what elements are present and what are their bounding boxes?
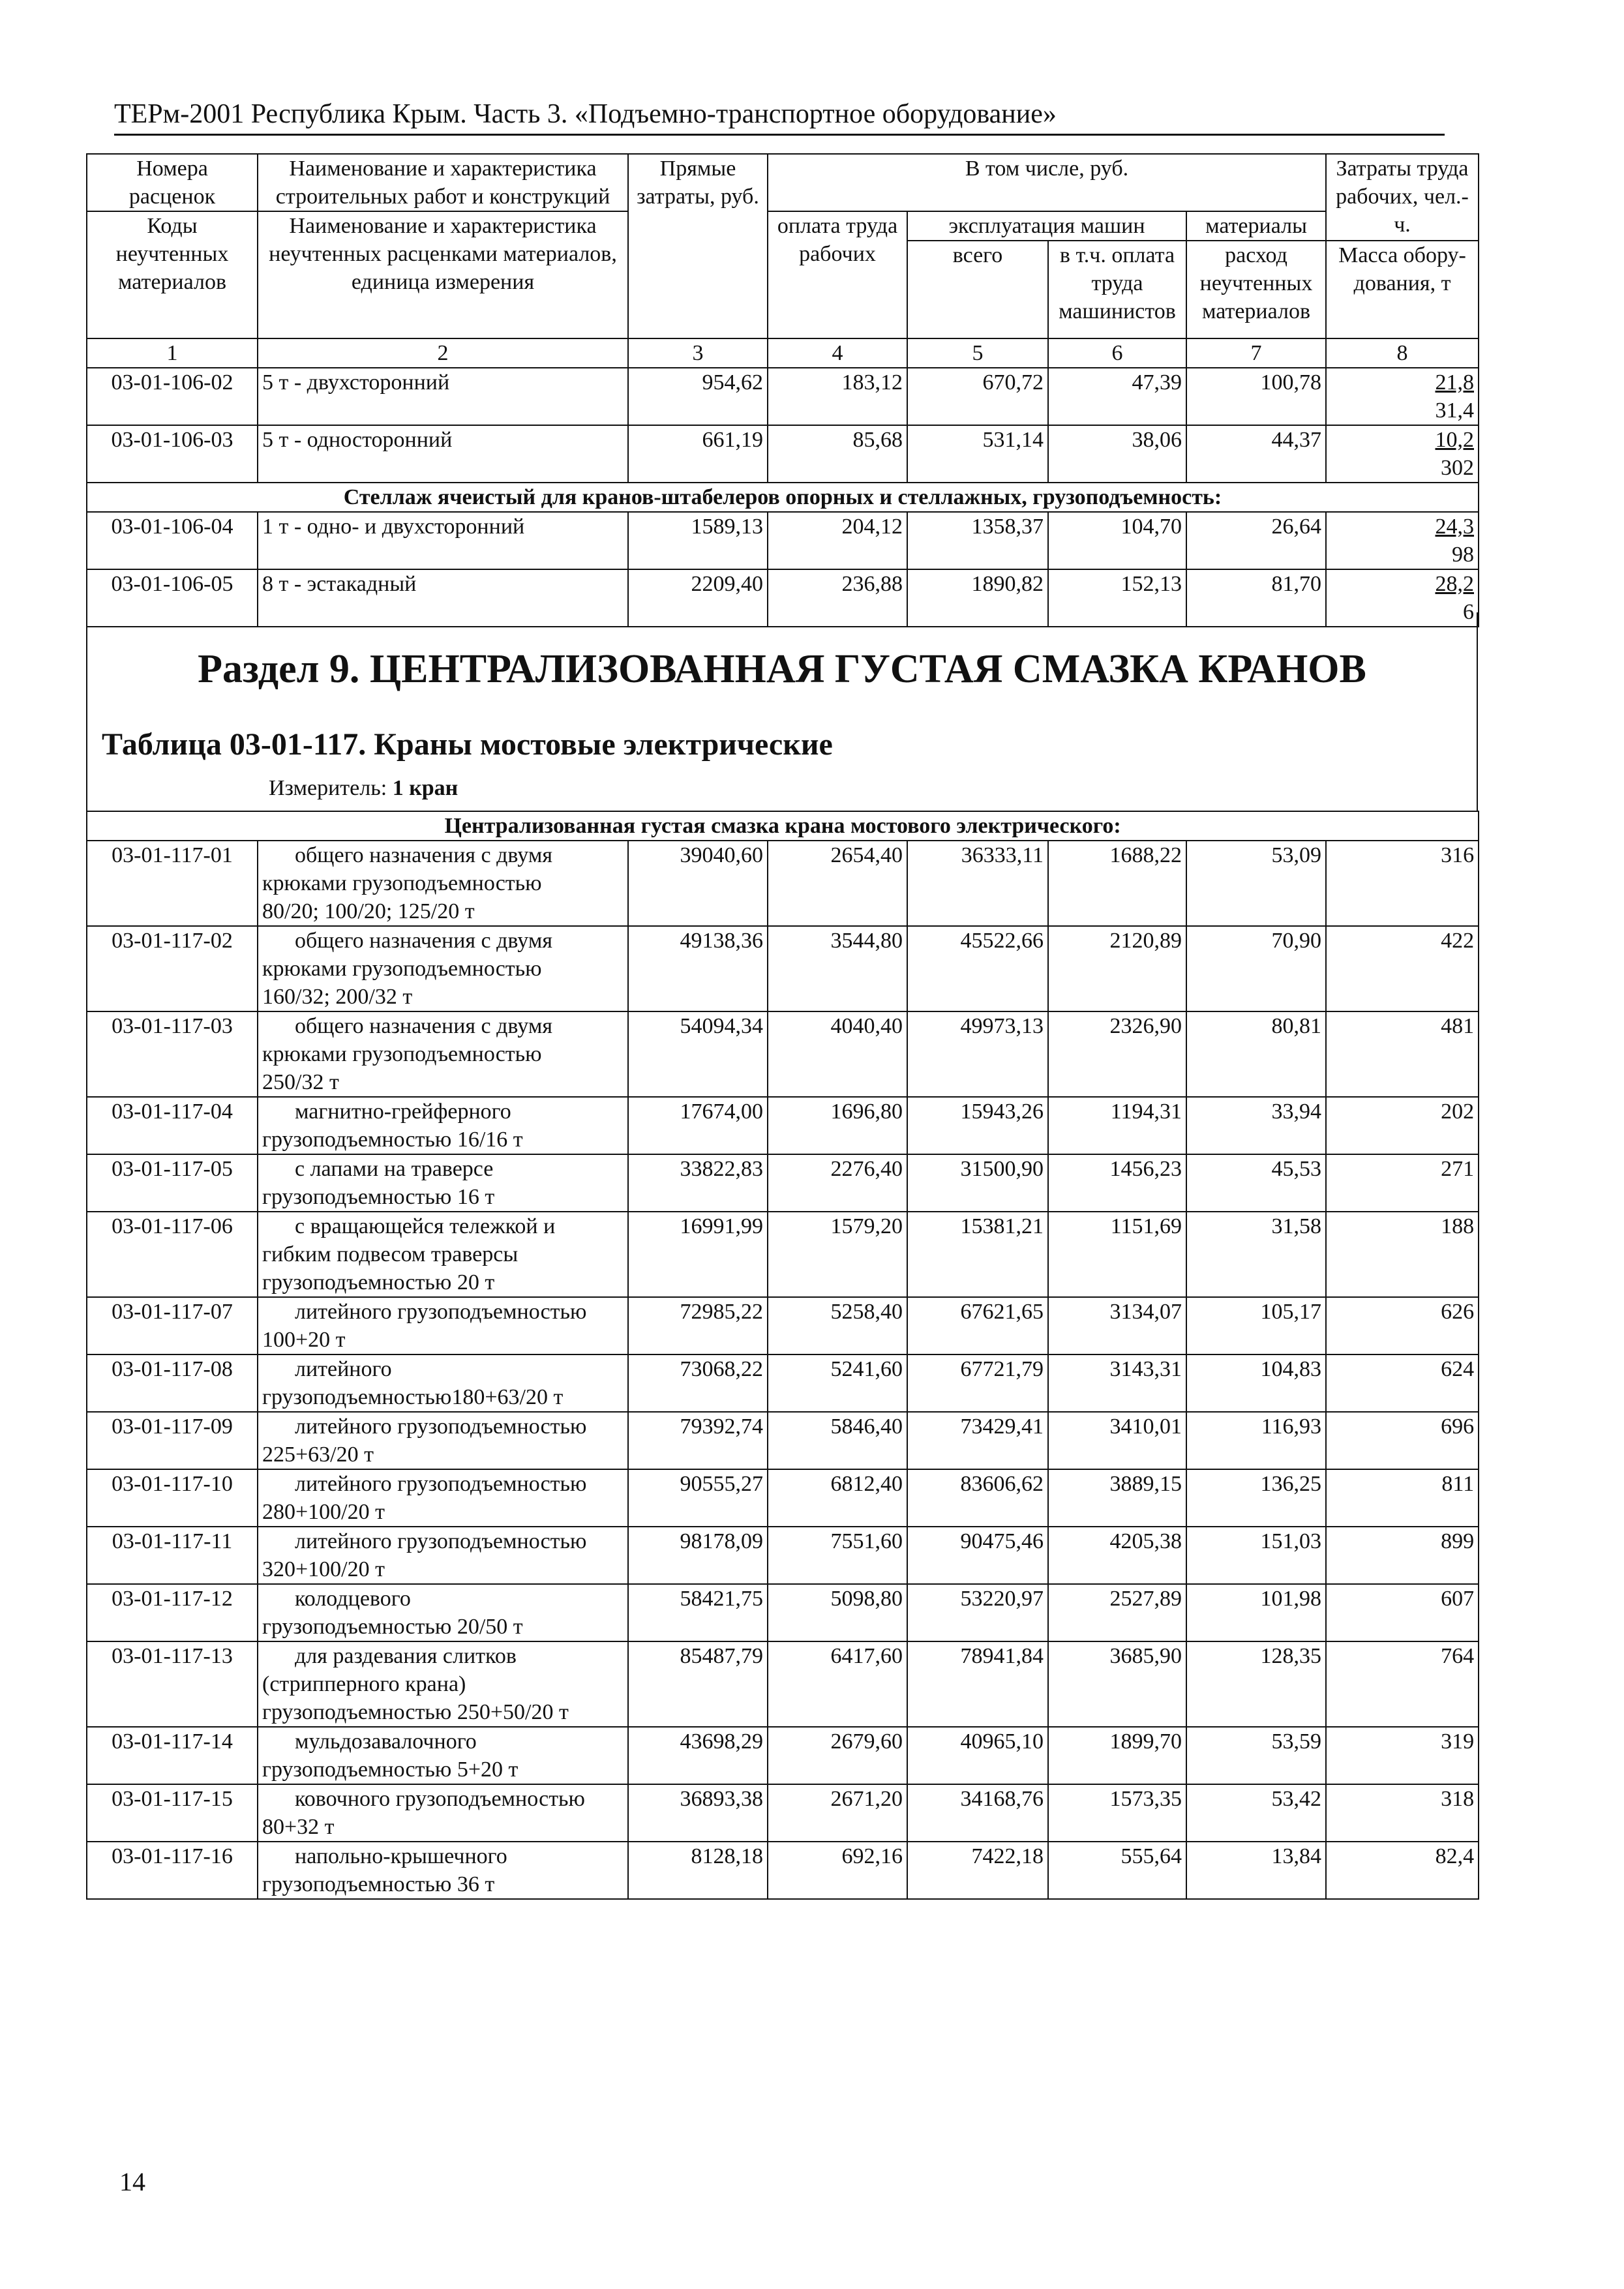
col-num: 4: [768, 338, 907, 368]
rate-name: 5 т - двухсторонний: [258, 368, 628, 425]
labor-hours: 811: [1326, 1469, 1479, 1527]
table-row: [87, 1584, 1479, 1641]
labor-hours: 271: [1326, 1154, 1479, 1212]
rate-description: [258, 1097, 628, 1154]
labor-hours: 607: [1326, 1584, 1479, 1641]
col-group-including: В том числе, руб.: [768, 154, 1326, 211]
page-number: 14: [119, 2167, 145, 2196]
hours-mass-cell: [1326, 425, 1479, 483]
rate-description-line: мульдозавалочного: [295, 1729, 477, 1754]
rate-description-line: общего назначения с двумя: [295, 843, 553, 867]
section-title: Раздел 9. ЦЕНТРАЛИЗОВАННАЯ ГУСТАЯ СМАЗКА КРАНОВ: [198, 647, 1366, 691]
materials-cost: 101,98: [1186, 1584, 1326, 1641]
labor-hours: 82,4: [1326, 1842, 1479, 1899]
machinists-pay: 1573,35: [1048, 1784, 1186, 1842]
direct-cost: 36893,38: [628, 1784, 768, 1842]
equipment-mass: 302: [1441, 456, 1474, 480]
machinists-pay: 104,70: [1048, 512, 1186, 569]
machines-total: 15381,21: [907, 1212, 1048, 1297]
equipment-mass: 31,4: [1435, 398, 1474, 423]
rate-code: 03-01-106-02: [87, 368, 258, 425]
materials-cost: 100,78: [1186, 368, 1326, 425]
labor-hours: 481: [1326, 1011, 1479, 1097]
machinists-pay: 2326,90: [1048, 1011, 1186, 1097]
machines-total: 670,72: [907, 368, 1048, 425]
rate-code: 03-01-117-07: [87, 1297, 258, 1354]
labor-hours: 626: [1326, 1297, 1479, 1354]
labor-hours: 696: [1326, 1412, 1479, 1469]
machines-total: 1358,37: [907, 512, 1048, 569]
materials-cost: 33,94: [1186, 1097, 1326, 1154]
labor-pay: 6417,60: [768, 1641, 907, 1727]
machinists-pay: 1688,22: [1048, 841, 1186, 926]
labor-pay: 2276,40: [768, 1154, 907, 1212]
col-work-name: Наименование и характеристика строительных работ и конструкций: [258, 154, 628, 211]
labor-pay: 2654,40: [768, 841, 907, 926]
rate-code: 03-01-117-05: [87, 1154, 258, 1212]
col-num: 7: [1186, 338, 1326, 368]
rate-description-line: грузоподъемностью 5+20 т: [262, 1758, 519, 1782]
machinists-pay: 38,06: [1048, 425, 1186, 483]
rate-description-line: грузоподъемностью180+63/20 т: [262, 1385, 564, 1409]
rate-description-line: с вращающейся тележкой и: [295, 1214, 556, 1238]
materials-cost: 104,83: [1186, 1354, 1326, 1412]
rate-description: [258, 1784, 628, 1842]
direct-cost: 33822,83: [628, 1154, 768, 1212]
labor-pay: 5846,40: [768, 1412, 907, 1469]
rate-description: [258, 1412, 628, 1469]
rate-description: [258, 1354, 628, 1412]
machinists-pay: 47,39: [1048, 368, 1186, 425]
machinists-pay: 3143,31: [1048, 1354, 1186, 1412]
col-num: 3: [628, 338, 768, 368]
col-rate-numbers: Номера расценок: [87, 154, 258, 211]
machinists-pay: 1151,69: [1048, 1212, 1186, 1297]
rate-description-line: литейного грузоподъемностью: [295, 1472, 587, 1496]
rate-code: 03-01-117-02: [87, 926, 258, 1011]
materials-cost: 53,42: [1186, 1784, 1326, 1842]
direct-cost: 954,62: [628, 368, 768, 425]
rate-description-line: грузоподъемностью 36 т: [262, 1872, 495, 1896]
rate-description-line: гибким подвесом траверсы: [262, 1242, 519, 1266]
machines-total: 53220,97: [907, 1584, 1048, 1641]
rate-description: [258, 1212, 628, 1297]
table-row: [87, 926, 1479, 1011]
table-row: [87, 1842, 1479, 1899]
machinists-pay: 3685,90: [1048, 1641, 1186, 1727]
labor-hours: 188: [1326, 1212, 1479, 1297]
table-row: [87, 1354, 1479, 1412]
rate-code: 03-01-117-04: [87, 1097, 258, 1154]
materials-cost: 45,53: [1186, 1154, 1326, 1212]
col-direct-costs: Прямые затраты, руб.: [628, 154, 768, 338]
labor-pay: 692,16: [768, 1842, 907, 1899]
direct-cost: 661,19: [628, 425, 768, 483]
rate-name: 5 т - односторонний: [258, 425, 628, 483]
machines-total: 15943,26: [907, 1097, 1048, 1154]
rate-code: 03-01-106-03: [87, 425, 258, 483]
materials-cost: 31,58: [1186, 1212, 1326, 1297]
rate-description: [258, 1527, 628, 1584]
labor-hours: 316: [1326, 841, 1479, 926]
table-row: [87, 1469, 1479, 1527]
table-row: [87, 425, 1479, 483]
rate-description-line: (стрипперного крана): [262, 1672, 466, 1696]
direct-cost: 39040,60: [628, 841, 768, 926]
machines-total: 40965,10: [907, 1727, 1048, 1784]
col-group-materials: материалы: [1186, 211, 1326, 241]
rate-description-line: напольно-крышечного: [295, 1844, 507, 1868]
materials-cost: 136,25: [1186, 1469, 1326, 1527]
labor-pay: 4040,40: [768, 1011, 907, 1097]
table-row: [87, 841, 1479, 926]
rate-description-line: для раздевания слитков: [295, 1644, 517, 1668]
rate-description-line: грузоподъемностью 20 т: [262, 1270, 495, 1294]
col-num: 5: [907, 338, 1048, 368]
direct-cost: 43698,29: [628, 1727, 768, 1784]
rates-table-bottom: [86, 811, 1479, 1900]
col-num: 1: [87, 338, 258, 368]
machinists-pay: 2527,89: [1048, 1584, 1186, 1641]
rate-description-line: 225+63/20 т: [262, 1443, 374, 1467]
materials-cost: 116,93: [1186, 1412, 1326, 1469]
rate-code: 03-01-117-15: [87, 1784, 258, 1842]
table-row: [87, 512, 1479, 569]
rate-code: 03-01-117-13: [87, 1641, 258, 1727]
col-num: 6: [1048, 338, 1186, 368]
materials-cost: 44,37: [1186, 425, 1326, 483]
labor-pay: 1696,80: [768, 1097, 907, 1154]
machines-total: 36333,11: [907, 841, 1048, 926]
direct-cost: 90555,27: [628, 1469, 768, 1527]
hours-mass-cell: [1326, 512, 1479, 569]
col-machines-total: всего: [907, 241, 1048, 338]
rate-code: 03-01-117-01: [87, 841, 258, 926]
rate-description-line: 80/20; 100/20; 125/20 т: [262, 899, 475, 923]
rate-name: 1 т - одно- и двухсторонний: [258, 512, 628, 569]
machines-total: 83606,62: [907, 1469, 1048, 1527]
rate-description-line: литейного грузоподъемностью: [295, 1529, 587, 1553]
col-equipment-mass: Масса обору-дования, т: [1326, 241, 1479, 338]
rate-code: 03-01-117-06: [87, 1212, 258, 1297]
header-rule: [114, 134, 1445, 136]
rate-description: [258, 1842, 628, 1899]
direct-cost: 17674,00: [628, 1097, 768, 1154]
machines-total: 90475,46: [907, 1527, 1048, 1584]
rate-description: [258, 926, 628, 1011]
labor-pay: 7551,60: [768, 1527, 907, 1584]
rate-description: [258, 1154, 628, 1212]
machinists-pay: 1194,31: [1048, 1097, 1186, 1154]
machinists-pay: 4205,38: [1048, 1527, 1186, 1584]
machinists-pay: 1899,70: [1048, 1727, 1186, 1784]
labor-pay: 236,88: [768, 569, 907, 627]
machines-total: 45522,66: [907, 926, 1048, 1011]
rate-description-line: ковочного грузоподъемностью: [295, 1787, 585, 1811]
machinists-pay: 3889,15: [1048, 1469, 1186, 1527]
col-num: 8: [1326, 338, 1479, 368]
rate-name: 8 т - эстакадный: [258, 569, 628, 627]
labor-hours: 24,3: [1435, 515, 1474, 539]
labor-pay: 5098,80: [768, 1584, 907, 1641]
direct-cost: 54094,34: [628, 1011, 768, 1097]
rate-description-line: грузоподъемностью 16/16 т: [262, 1128, 523, 1152]
measure-label: Измеритель:: [269, 776, 387, 800]
rate-description: [258, 1641, 628, 1727]
rate-description-line: крюками грузоподъемностью: [262, 871, 542, 895]
rate-code: 03-01-117-12: [87, 1584, 258, 1641]
page-header: ТЕРм-2001 Республика Крым. Часть 3. «Подъемно-транспортное оборудование»: [114, 99, 1057, 129]
col-labor-hours: Затраты труда рабочих, чел.-ч.: [1326, 154, 1479, 241]
subsection-heading: Централизованная густая смазка крана мостового электрического:: [87, 811, 1479, 841]
materials-cost: 151,03: [1186, 1527, 1326, 1584]
rate-description-line: 100+20 т: [262, 1328, 346, 1352]
materials-cost: 70,90: [1186, 926, 1326, 1011]
rate-description-line: грузоподъемностью 250+50/20 т: [262, 1700, 569, 1724]
rate-code: 03-01-117-11: [87, 1527, 258, 1584]
machinists-pay: 1456,23: [1048, 1154, 1186, 1212]
table-row: [87, 1212, 1479, 1297]
labor-pay: 5258,40: [768, 1297, 907, 1354]
table-row: [87, 1727, 1479, 1784]
labor-pay: 183,12: [768, 368, 907, 425]
labor-hours: 10,2: [1435, 428, 1474, 452]
table-row: [87, 1011, 1479, 1097]
machines-total: 1890,82: [907, 569, 1048, 627]
rate-description-line: грузоподъемностью 16 т: [262, 1185, 495, 1209]
measure-value: 1 кран: [392, 776, 459, 800]
direct-cost: 85487,79: [628, 1641, 768, 1727]
machinists-pay: 2120,89: [1048, 926, 1186, 1011]
labor-hours: 319: [1326, 1727, 1479, 1784]
labor-pay: 2671,20: [768, 1784, 907, 1842]
rate-description: [258, 1469, 628, 1527]
rate-description-line: общего назначения с двумя: [295, 929, 553, 953]
table-row: [87, 1641, 1479, 1727]
machines-total: 78941,84: [907, 1641, 1048, 1727]
section-block: [86, 612, 1478, 811]
rate-code: 03-01-117-09: [87, 1412, 258, 1469]
direct-cost: 98178,09: [628, 1527, 768, 1584]
col-machinists-pay: в т.ч. оплата труда машинистов: [1048, 241, 1186, 338]
direct-cost: 49138,36: [628, 926, 768, 1011]
table-row: [87, 1097, 1479, 1154]
labor-pay: 3544,80: [768, 926, 907, 1011]
rate-description-line: крюками грузоподъемностью: [262, 1042, 542, 1066]
table-row: [87, 1527, 1479, 1584]
rate-description-line: литейного грузоподъемностью: [295, 1414, 587, 1439]
rate-description-line: литейного грузоподъемностью: [295, 1300, 587, 1324]
materials-cost: 105,17: [1186, 1297, 1326, 1354]
materials-cost: 26,64: [1186, 512, 1326, 569]
table-row: [87, 368, 1479, 425]
rate-code: 03-01-117-14: [87, 1727, 258, 1784]
rate-code: 03-01-117-16: [87, 1842, 258, 1899]
rate-description: [258, 1584, 628, 1641]
measure-line: [269, 775, 458, 802]
rate-description-line: 250/32 т: [262, 1070, 339, 1094]
labor-hours: 202: [1326, 1097, 1479, 1154]
table-row: [87, 1784, 1479, 1842]
rate-code: 03-01-117-08: [87, 1354, 258, 1412]
table-row: [87, 1297, 1479, 1354]
col-material-name: Наименование и характеристика неучтенных расценками материалов, единица измерения: [258, 211, 628, 338]
direct-cost: 1589,13: [628, 512, 768, 569]
table-row: [87, 1412, 1479, 1469]
subsection-heading: Стеллаж ячеистый для кранов-штабелеров опорных и стеллажных, грузоподъемность:: [87, 483, 1479, 512]
hours-mass-cell: [1326, 368, 1479, 425]
rate-description-line: 160/32; 200/32 т: [262, 985, 413, 1009]
rate-description: [258, 1727, 628, 1784]
col-group-machines: эксплуатация машин: [907, 211, 1186, 241]
rate-description-line: 320+100/20 т: [262, 1557, 385, 1581]
materials-cost: 81,70: [1186, 569, 1326, 627]
materials-cost: 53,09: [1186, 841, 1326, 926]
rate-description-line: магнитно-грейферного: [295, 1100, 511, 1124]
col-materials-use: расход неучтенных материалов: [1186, 241, 1326, 338]
machines-total: 67721,79: [907, 1354, 1048, 1412]
labor-pay: 5241,60: [768, 1354, 907, 1412]
rates-table-top: [86, 153, 1479, 627]
direct-cost: 16991,99: [628, 1212, 768, 1297]
rate-code: 03-01-117-03: [87, 1011, 258, 1097]
table-title: Таблица 03-01-117. Краны мостовые электрические: [102, 727, 833, 762]
rate-description-line: колодцевого: [295, 1587, 411, 1611]
direct-cost: 73068,22: [628, 1354, 768, 1412]
direct-cost: 58421,75: [628, 1584, 768, 1641]
machinists-pay: 3134,07: [1048, 1297, 1186, 1354]
col-material-codes: Коды неучтенных материалов: [87, 211, 258, 338]
rate-code: 03-01-106-04: [87, 512, 258, 569]
labor-hours: 318: [1326, 1784, 1479, 1842]
machinists-pay: 152,13: [1048, 569, 1186, 627]
direct-cost: 72985,22: [628, 1297, 768, 1354]
machines-total: 67621,65: [907, 1297, 1048, 1354]
col-num: 2: [258, 338, 628, 368]
rate-description-line: 280+100/20 т: [262, 1500, 385, 1524]
rate-description-line: литейного: [295, 1357, 392, 1381]
labor-pay: 2679,60: [768, 1727, 907, 1784]
machines-total: 31500,90: [907, 1154, 1048, 1212]
labor-hours: 28,2: [1435, 572, 1474, 596]
rate-description: [258, 1011, 628, 1097]
materials-cost: 13,84: [1186, 1842, 1326, 1899]
labor-pay: 85,68: [768, 425, 907, 483]
rate-description-line: крюками грузоподъемностью: [262, 957, 542, 981]
rate-description-line: 80+32 т: [262, 1815, 335, 1839]
col-labor-pay: оплата труда рабочих: [768, 211, 907, 338]
direct-cost: 2209,40: [628, 569, 768, 627]
rate-code: 03-01-117-10: [87, 1469, 258, 1527]
equipment-mass: 98: [1452, 543, 1474, 567]
materials-cost: 80,81: [1186, 1011, 1326, 1097]
materials-cost: 128,35: [1186, 1641, 1326, 1727]
labor-hours: 764: [1326, 1641, 1479, 1727]
rate-description: [258, 1297, 628, 1354]
machinists-pay: 555,64: [1048, 1842, 1186, 1899]
labor-hours: 624: [1326, 1354, 1479, 1412]
labor-pay: 1579,20: [768, 1212, 907, 1297]
machines-total: 73429,41: [907, 1412, 1048, 1469]
machines-total: 49973,13: [907, 1011, 1048, 1097]
labor-hours: 899: [1326, 1527, 1479, 1584]
table-row: [87, 1154, 1479, 1212]
labor-hours: 21,8: [1435, 370, 1474, 395]
rate-description: [258, 841, 628, 926]
rate-description-line: грузоподъемностью 20/50 т: [262, 1615, 523, 1639]
direct-cost: 8128,18: [628, 1842, 768, 1899]
labor-pay: 6812,40: [768, 1469, 907, 1527]
rate-description-line: с лапами на траверсе: [295, 1157, 494, 1181]
labor-hours: 422: [1326, 926, 1479, 1011]
machines-total: 34168,76: [907, 1784, 1048, 1842]
machines-total: 7422,18: [907, 1842, 1048, 1899]
labor-pay: 204,12: [768, 512, 907, 569]
rate-description-line: общего назначения с двумя: [295, 1014, 553, 1038]
machines-total: 531,14: [907, 425, 1048, 483]
equipment-mass: 6: [1463, 600, 1474, 624]
materials-cost: 53,59: [1186, 1727, 1326, 1784]
machinists-pay: 3410,01: [1048, 1412, 1186, 1469]
rate-code: 03-01-106-05: [87, 569, 258, 627]
direct-cost: 79392,74: [628, 1412, 768, 1469]
